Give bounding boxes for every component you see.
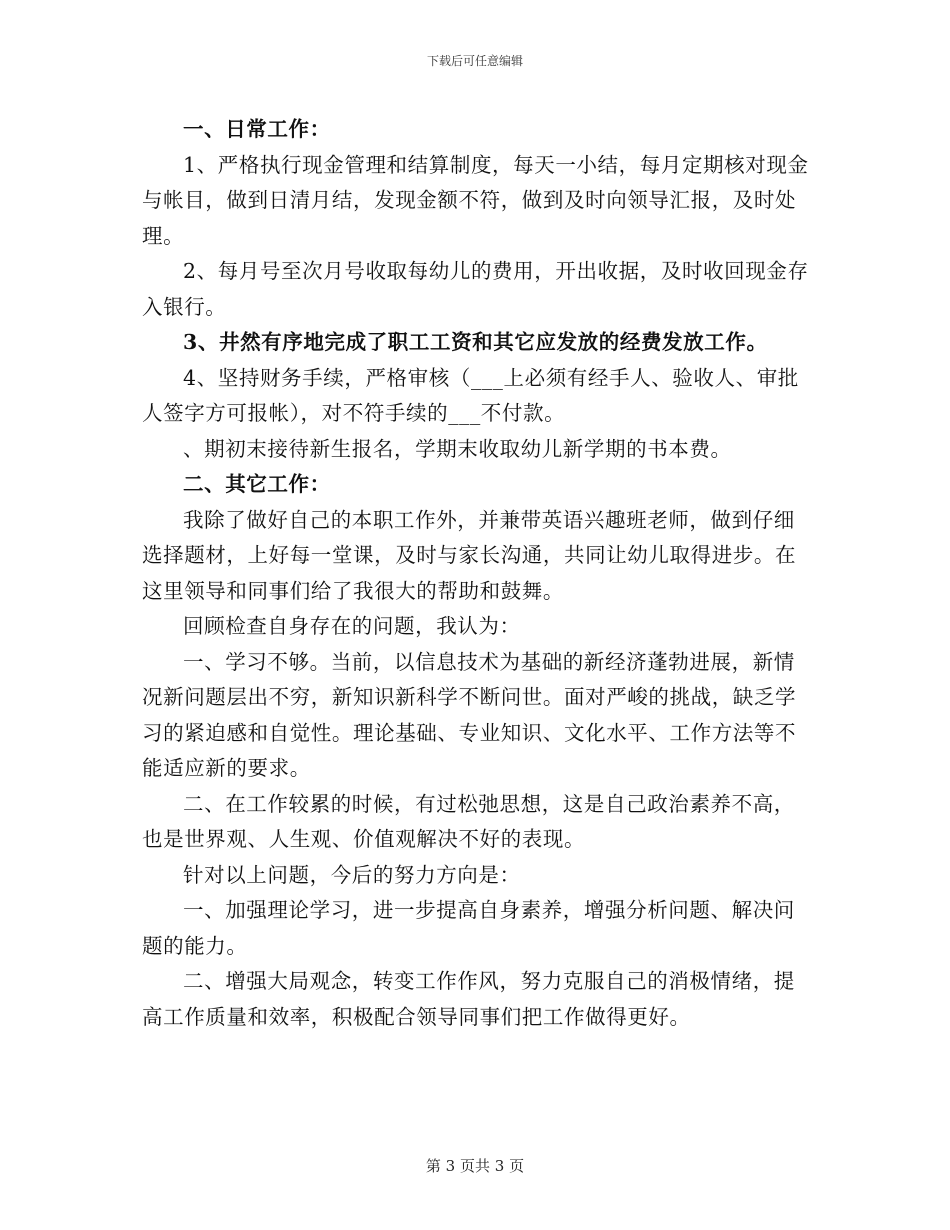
paragraph-direction-2: 二、增强大局观念，转变工作作风，努力克服自己的消极情绪，提高工作质量和效率，积极配合领导同事们把工作做得更好。 — [142, 969, 795, 1029]
paragraph-problem-1: 一、学习不够。当前，以信息技术为基础的新经济蓬勃进展，新情况新问题层出不穷，新知识新科学不断问世。面对严峻的挑战，缺乏学习的紧迫感和自觉性。理论基础、专业知识、文化水平、工作方法等不能适应新的要求。 — [142, 649, 797, 780]
paragraph-item-1: 1、严格执行现金管理和结算制度，每天一小结，每月定期核对现金与帐目，做到日清月结，发现金额不符，做到及时向领导汇报，及时处理。 — [142, 152, 809, 248]
section-heading-other-work: 二、其它工作： — [183, 472, 331, 496]
paragraph-direction-intro: 针对以上问题，今后的努力方向是： — [183, 862, 521, 887]
page-footer: 第 3 页共 3 页 — [425, 1157, 525, 1175]
paragraph-problem-2: 二、在工作较累的时候，有过松弛思想，这是自己政治素养不高，也是世界观、人生观、价值观解决不好的表现。 — [142, 791, 795, 851]
page-header: 下载后可任意编辑 — [426, 54, 523, 68]
paragraph-other-work: 我除了做好自己的本职工作外，并兼带英语兴趣班老师，做到仔细选择题材，上好每一堂课，及时与家长沟通，共同让幼儿取得进步。在这里领导和同事们给了我很大的帮助和鼓舞。 — [142, 507, 797, 603]
paragraph-item-3: 3、井然有序地完成了职工工资和其它应发放的经费发放工作。 — [183, 330, 768, 354]
paragraph-item-2: 2、每月号至次月号收取每幼儿的费用，开出收据，及时收回现金存入银行。 — [142, 259, 809, 319]
section-heading-daily-work: 一、日常工作： — [183, 117, 331, 141]
document-body — [142, 112, 810, 1035]
paragraph-direction-1: 一、加强理论学习，进一步提高自身素养，增强分析问题、解决问题的能力。 — [142, 898, 795, 958]
paragraph-item-4: 4、坚持财务手续，严格审核（___上必须有经手人、验收人、审批人签字方可报帐），对不符手续的___不付款。 — [142, 365, 799, 425]
paragraph-item-5: 、期初末接待新生报名，学期末收取幼儿新学期的书本费。 — [183, 436, 732, 461]
paragraph-review-intro: 回顾检查自身存在的问题，我认为： — [183, 614, 521, 638]
